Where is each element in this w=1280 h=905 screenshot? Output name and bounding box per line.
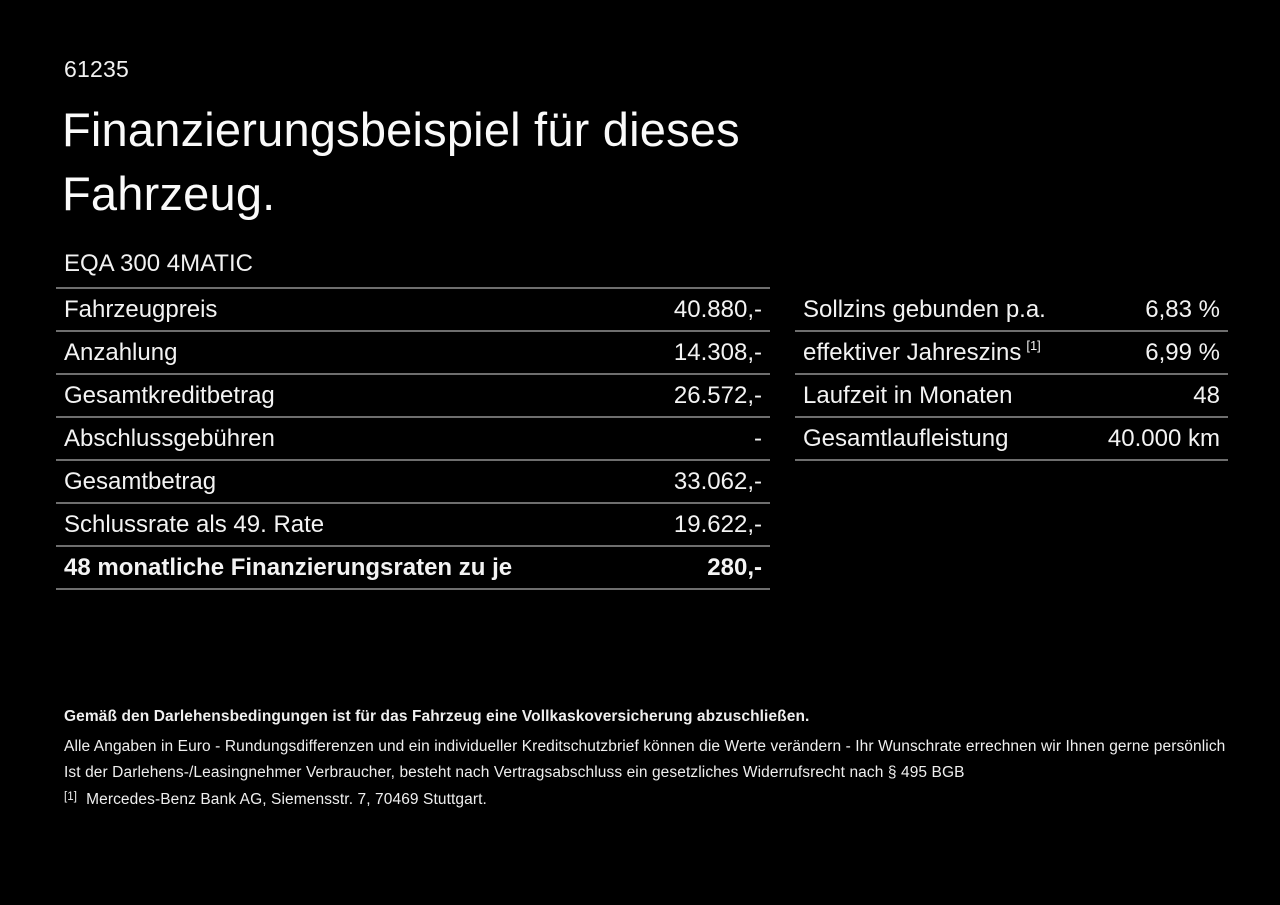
row-value: 40.000 km [1107, 424, 1220, 452]
row-value: 48 [1193, 381, 1220, 409]
row-label: Laufzeit in Monaten [803, 381, 1013, 409]
document-number: 61235 [64, 56, 129, 82]
table-row-abschlussgebuehren [56, 418, 770, 461]
table-row-gesamtlaufleistung [795, 418, 1228, 461]
row-value: 6,99 % [1145, 338, 1220, 366]
table-row-anzahlung [56, 332, 770, 375]
row-value: 6,83 % [1145, 295, 1220, 323]
row-label: Abschlussgebühren [64, 424, 275, 452]
table-row-fahrzeugpreis [56, 289, 770, 332]
table-row-laufzeit [795, 375, 1228, 418]
row-value: 33.062,- [673, 467, 762, 495]
row-value: 19.622,- [673, 510, 762, 538]
row-label: 48 monatliche Finanzierungsraten zu je [64, 553, 513, 581]
row-value: 280,- [707, 553, 762, 581]
row-label: Sollzins gebunden p.a. [803, 295, 1046, 323]
row-label: Anzahlung [64, 338, 178, 366]
table-row-schlussrate [56, 504, 770, 547]
footnote-marker: [1] [64, 791, 78, 803]
row-label-text: effektiver Jahreszins [803, 339, 1022, 366]
row-label [803, 338, 1041, 367]
row-value: 40.880,- [673, 295, 762, 323]
table-row-sollzins [795, 289, 1228, 332]
financing-table [56, 287, 770, 590]
row-label: Schlussrate als 49. Rate [64, 510, 325, 538]
table-row-effektiver-jahreszins [795, 332, 1228, 375]
row-value: - [754, 424, 762, 452]
footnote-text: Mercedes-Benz Bank AG, Siemensstr. 7, 70469 Stuttgart. [86, 791, 487, 808]
table-row-monatsrate [56, 547, 770, 590]
table-row-gesamtbetrag [56, 461, 770, 504]
page-title-line1: Finanzierungsbeispiel für dieses [62, 103, 740, 156]
row-label: Fahrzeugpreis [64, 295, 218, 323]
row-label: Gesamtkreditbetrag [64, 381, 275, 409]
bank-footnote [64, 791, 487, 809]
insurance-requirement-note: Gemäß den Darlehensbedingungen ist für das Fahrzeug eine Vollkaskoversicherung abzuschließen. [64, 708, 810, 725]
row-value: 14.308,- [673, 338, 762, 366]
row-value: 26.572,- [673, 381, 762, 409]
vehicle-model: EQA 300 4MATIC [64, 250, 253, 277]
disclaimer-note-2: Ist der Darlehens-/Leasingnehmer Verbraucher, besteht nach Vertragsabschluss ein gesetzliches Widerrufsrecht nach § 495 BGB [64, 764, 965, 781]
disclaimer-note-1: Alle Angaben in Euro - Rundungsdifferenzen und ein individueller Kreditschutzbrief können die Werte verändern - Ihr Wunschrate errechnen wir Ihnen gerne persönlich [64, 738, 1226, 755]
row-label: Gesamtlaufleistung [803, 424, 1009, 452]
conditions-table [795, 289, 1228, 461]
row-label: Gesamtbetrag [64, 467, 217, 495]
table-row-gesamtkreditbetrag [56, 375, 770, 418]
footnote-marker-superscript: [1] [1026, 338, 1041, 353]
page-title-line2: Fahrzeug. [62, 167, 276, 220]
page-title [62, 98, 740, 226]
